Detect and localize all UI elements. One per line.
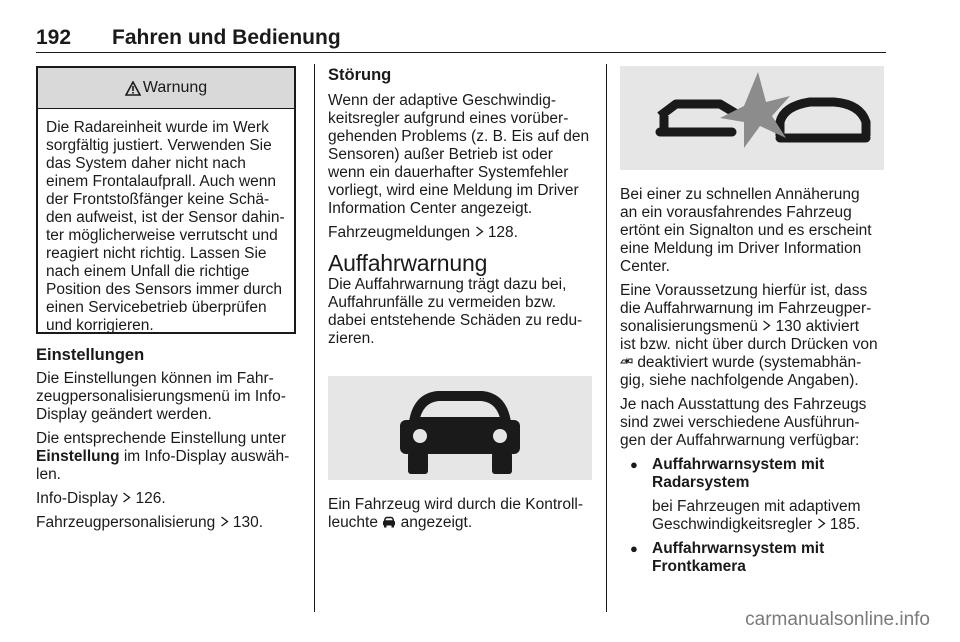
collision-warning-paragraph: [328, 276, 594, 348]
text-line: Wenn der adaptive Geschwindig-: [328, 92, 557, 109]
text-line: gen der Auffahrwarnung verfügbar:: [620, 432, 860, 449]
list-item-text: [652, 498, 890, 534]
collision-warning-button-icon: [620, 356, 633, 368]
text-line: gig, siehe nachfolgende Angaben).: [620, 372, 859, 389]
warning-line: sorgfältig justiert. Verwenden Sie: [46, 137, 272, 154]
text-line: vorliegt, wird eine Meldung im Driver: [328, 182, 579, 199]
page-reference-arrow-icon: [475, 226, 484, 237]
page-reference-arrow-icon: [762, 320, 771, 331]
reference-page: 185.: [829, 516, 861, 533]
fault-heading: Störung: [328, 66, 392, 84]
text-line: Je nach Ausstattung des Fahrzeugs: [620, 396, 867, 413]
warning-line: einem Frontalaufprall. Auch wenn: [46, 173, 277, 190]
middle-column: [328, 66, 594, 354]
warning-box: [36, 66, 296, 334]
text-line: ertönt ein Signalton und es erscheint: [620, 222, 872, 239]
list-item: [620, 540, 890, 576]
text-line: Sensoren) außer Betrieb ist oder: [328, 146, 553, 163]
section-title: Fahren und Bedienung: [112, 26, 341, 49]
settings-paragraph: [36, 370, 300, 424]
middle-column-lower: [328, 496, 598, 538]
page-header: [36, 26, 886, 53]
text-line: gehenden Problems (z. B. Eis auf den: [328, 128, 590, 145]
text-line: Display geändert werden.: [36, 406, 212, 423]
indicator-paragraph: [328, 496, 598, 532]
page-reference-arrow-icon: [122, 492, 131, 503]
text-line: die Auffahrwarnung im Fahrzeugper-: [620, 300, 872, 317]
left-column: [36, 346, 300, 538]
list-item-title: Frontkamera: [652, 558, 746, 575]
collision-warning-heading: Auffahrwarnung: [328, 250, 488, 276]
vehicle-messages-reference[interactable]: [328, 224, 594, 242]
reference-label: Fahrzeugpersonalisierung: [36, 514, 216, 531]
text-line: leuchte: [328, 514, 378, 531]
warning-triangle-icon: [125, 81, 141, 96]
warning-title: Warnung: [142, 79, 208, 96]
warning-text: [38, 109, 294, 335]
text-line: Die Auffahrwarnung trägt dazu bei,: [328, 276, 567, 293]
list-item-title: Radarsystem: [652, 474, 750, 491]
reference-page: 130.: [232, 514, 264, 531]
warning-line: ter möglicherweise verrutscht und: [46, 227, 278, 244]
settings-setting-paragraph: [36, 430, 300, 484]
page-number: 192: [36, 26, 72, 49]
fault-paragraph: [328, 92, 594, 218]
text-line: keitsregler aufgrund eines vorüber-: [328, 110, 569, 127]
text-line: sind zwei verschiedene Ausführun-: [620, 414, 860, 431]
text-line: Eine Voraussetzung hierfür ist, dass: [620, 282, 868, 299]
control-indicator-figure: [328, 376, 592, 480]
warning-line: Die Radareinheit wurde im Werk: [46, 119, 269, 136]
list-item-title: Auffahrwarnsystem mit: [652, 540, 825, 557]
text-line: an ein vorausfahrendes Fahrzeug: [620, 204, 852, 221]
text-line: im Info-Display auswäh-: [119, 448, 290, 465]
collision-icon: [620, 66, 884, 170]
variants-paragraph: [620, 396, 890, 450]
list-item: [620, 456, 890, 534]
menu-term: Einstellung: [36, 448, 120, 465]
page-reference-arrow-icon: [817, 518, 826, 529]
text-line: angezeigt.: [400, 514, 473, 531]
text-line: sonalisierungsmenü: [620, 318, 758, 335]
text-line: wenn ein dauerhafter Systemfehler: [328, 164, 569, 181]
warning-line: Position des Sensors immer durch: [46, 281, 283, 298]
column-divider-right: [606, 64, 607, 612]
warning-line: einen Servicebetrieb überprüfen: [46, 299, 267, 316]
reference-label: Info-Display: [36, 490, 118, 507]
requirement-paragraph: [620, 282, 890, 390]
text-line: Geschwindigkeitsregler: [652, 516, 813, 533]
text-line: deaktiviert wurde (systemabhän-: [637, 354, 862, 371]
text-line: Die Einstellungen können im Fahr-: [36, 370, 274, 387]
watermark: carmanualsonline.info: [745, 609, 930, 630]
info-display-reference[interactable]: [36, 490, 300, 508]
list-item-title: Auffahrwarnsystem mit: [652, 456, 825, 473]
text-line: Auffahrunfälle zu vermeiden bzw.: [328, 294, 557, 311]
vehicle-personalisation-reference[interactable]: [36, 514, 300, 532]
collision-figure: [620, 66, 884, 170]
reference-page: 126.: [135, 490, 166, 507]
approach-paragraph: [620, 186, 890, 276]
right-column: [620, 186, 890, 582]
text-line: Information Center angezeigt.: [328, 200, 533, 217]
text-line: eine Meldung im Driver Information: [620, 240, 862, 257]
text-line: len.: [36, 466, 61, 483]
warning-line: den aufweist, ist der Sensor dahin-: [46, 209, 285, 226]
warning-header: [38, 68, 294, 109]
text-line: bei Fahrzeugen mit adaptivem: [652, 498, 861, 515]
reference-page: 128.: [487, 224, 518, 241]
page-reference-arrow-icon: [220, 516, 229, 527]
car-front-icon: [328, 376, 592, 480]
car-indicator-icon: [382, 516, 396, 528]
text-line: Bei einer zu schnellen Annäherung: [620, 186, 860, 203]
settings-heading: Einstellungen: [36, 346, 145, 364]
text-line: Center.: [620, 258, 670, 275]
text-line: Die entsprechende Einstellung unter: [36, 430, 286, 447]
column-divider-left: [314, 64, 315, 612]
reference-label: Fahrzeugmeldungen: [328, 224, 471, 241]
variant-list: [620, 456, 890, 576]
text-line: dabei entstehende Schäden zu redu-: [328, 312, 583, 329]
warning-line: nach einem Unfall die richtige: [46, 263, 250, 280]
warning-line: und korrigieren.: [46, 317, 154, 334]
warning-line: das System daher nicht nach: [46, 155, 246, 172]
warning-line: reagiert nicht richtig. Lassen Sie: [46, 245, 267, 262]
text-line: zieren.: [328, 330, 375, 347]
text-line: zeugpersonalisierungsmenü im Info-: [36, 388, 286, 405]
text-line: Ein Fahrzeug wird durch die Kontroll-: [328, 496, 584, 513]
text-line: ist bzw. nicht über durch Drücken von: [620, 336, 878, 353]
reference-page: 130 aktiviert: [775, 318, 860, 335]
warning-line: der Frontstoßfänger keine Schä-: [46, 191, 270, 208]
